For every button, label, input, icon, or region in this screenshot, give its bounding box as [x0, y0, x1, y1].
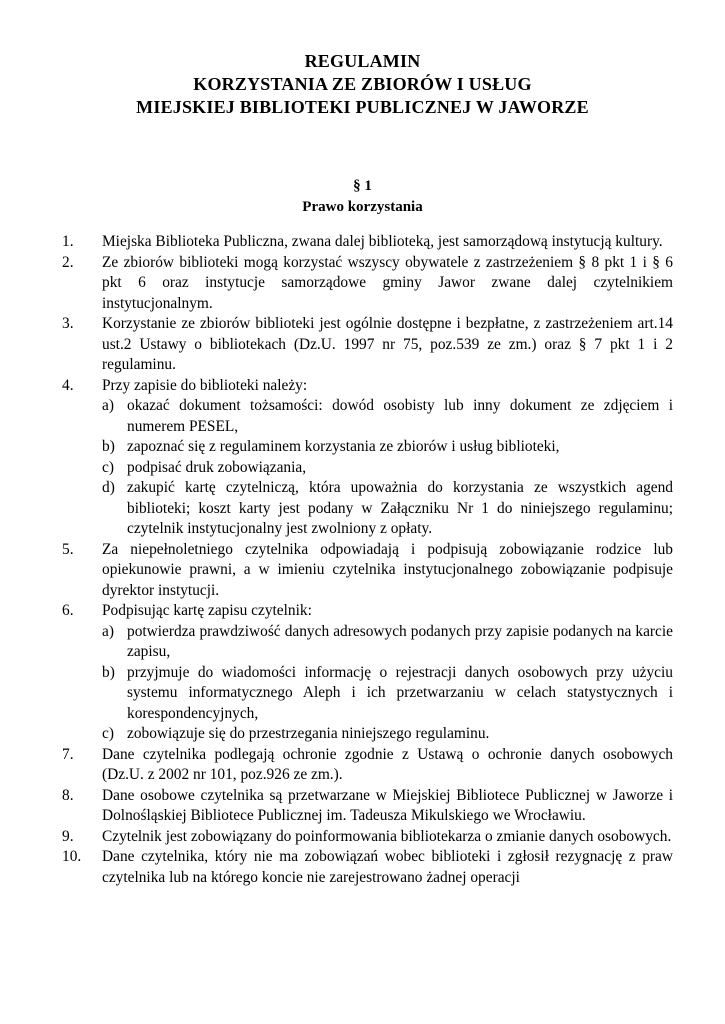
item-number: 3.: [62, 315, 74, 332]
list-item: [62, 232, 673, 253]
section-heading: [0, 176, 725, 218]
item-text: Czytelnik jest zobowiązany do poinformowania bibliotekarza o zmianie danych osobowych.: [102, 827, 672, 845]
title-line-1: REGULAMIN: [304, 51, 421, 71]
item-number: 6.: [62, 602, 74, 619]
section-number: § 1: [353, 178, 372, 194]
list-item: [62, 745, 673, 786]
sub-item-letter: b): [102, 663, 115, 681]
sub-item: [102, 396, 673, 437]
sub-item-text: zapoznać się z regulaminem korzystania ze zbiorów i usług biblioteki,: [127, 438, 560, 455]
item-text: Dane czytelnika, który nie ma zobowiązań wobec biblioteki i zgłosił rezygnację z praw czytelnika lub na którego koncie nie zarejestrowano żadnej operacji: [102, 848, 673, 886]
list-item: [62, 786, 673, 827]
item-text: Ze zbiorów biblioteki mogą korzystać wszyscy obywatele z zastrzeżeniem § 8 pkt 1 i § 6 pkt 6 oraz instytucje samorządowe gminy Jawor zwane dalej czytelnikiem instytucjonalnym.: [102, 253, 673, 312]
sub-item-text: przyjmuje do wiadomości informację o rejestracji danych osobowych przy użyciu systemu informatycznego Aleph i ich przetwarzaniu w celach statystycznych i korespondencyjnych,: [127, 663, 673, 722]
sub-item-text: zobowiązuje się do przestrzegania niniejszego regulaminu.: [127, 725, 490, 742]
sub-item: [102, 622, 673, 663]
item-text: Przy zapisie do biblioteki należy:: [102, 376, 308, 394]
list-item: [62, 827, 673, 848]
sub-item-letter: a): [102, 622, 114, 640]
sub-item: [102, 458, 673, 479]
item-text: Dane osobowe czytelnika są przetwarzane w Miejskiej Bibliotece Publicznej w Jaworze i Dolnośląskiej Bibliotece Publicznej im. Tadeusza Mikulskiego we Wrocławiu.: [102, 786, 673, 824]
item-text: Miejska Biblioteka Publiczna, zwana dalej biblioteką, jest samorządową instytucją kultury.: [102, 233, 663, 250]
sub-list: [102, 396, 673, 540]
sub-item: [102, 437, 673, 458]
item-number: 2.: [62, 253, 74, 271]
list-item: [62, 601, 673, 745]
regulation-list: [62, 232, 673, 888]
title-line-3: MIEJSKIEJ BIBLIOTEKI PUBLICZNEJ W JAWORZE: [136, 97, 589, 117]
sub-item: [102, 724, 673, 745]
item-number: 5.: [62, 540, 74, 558]
sub-item-text: zakupić kartę czytelniczą, która upoważnia do korzystania ze wszystkich agend biblioteki; koszt karty jest podany w Załączniku Nr 1 do niniejszego regulaminu; czytelnik instytucjonalny jest zwolniony z opłaty.: [127, 479, 673, 537]
item-text: Dane czytelnika podlegają ochronie zgodnie z Ustawą o ochronie danych osobowych (Dz.U. z 2002 nr 101, poz.926 ze zm.).: [102, 745, 673, 783]
item-text: Korzystanie ze zbiorów biblioteki jest ogólnie dostępne i bezpłatne, z zastrzeżeniem art.14 ust.2 Ustawy o bibliotekach (Dz.U. 1997 nr 75, poz.539 ze zm.) oraz § 7 pkt 1 i 2 regulaminu.: [102, 315, 673, 373]
sub-item: [102, 478, 673, 540]
sub-item-text: podpisać druk zobowiązania,: [127, 458, 307, 476]
sub-item-letter: a): [102, 397, 114, 414]
item-number: 9.: [62, 827, 74, 845]
sub-item-letter: b): [102, 438, 115, 455]
sub-item-text: okazać dokument tożsamości: dowód osobisty lub inny dokument ze zdjęciem i numerem PESEL,: [127, 397, 673, 435]
list-item: [62, 847, 673, 888]
sub-item-text: potwierdza prawdziwość danych adresowych podanych przy zapisie podanych na karcie zapisu,: [127, 622, 673, 660]
item-number: 10.: [62, 848, 82, 865]
item-number: 7.: [62, 745, 74, 763]
list-item: [62, 540, 673, 602]
item-text: Za niepełnoletniego czytelnika odpowiadają i podpisują zobowiązanie rodzice lub opiekunowie prawni, a w imieniu czytelnika instytucjonalnego zobowiązanie podpisuje dyrektor instytucji.: [102, 540, 673, 599]
regulation-body: [62, 232, 673, 888]
item-text: Podpisując kartę zapisu czytelnik:: [102, 602, 312, 619]
sub-list: [102, 622, 673, 745]
sub-item-letter: d): [102, 479, 115, 496]
item-number: 4.: [62, 376, 74, 394]
item-number: 8.: [62, 786, 74, 804]
section-title: Prawo korzystania: [302, 199, 423, 215]
item-number: 1.: [62, 233, 74, 250]
sub-item-letter: c): [102, 458, 114, 476]
title-line-2: KORZYSTANIA ZE ZBIORÓW I USŁUG: [193, 74, 532, 94]
sub-item-letter: c): [102, 725, 114, 742]
sub-item: [102, 663, 673, 725]
list-item: [62, 314, 673, 376]
list-item: [62, 376, 673, 540]
document-title: [0, 50, 725, 119]
list-item: [62, 253, 673, 315]
